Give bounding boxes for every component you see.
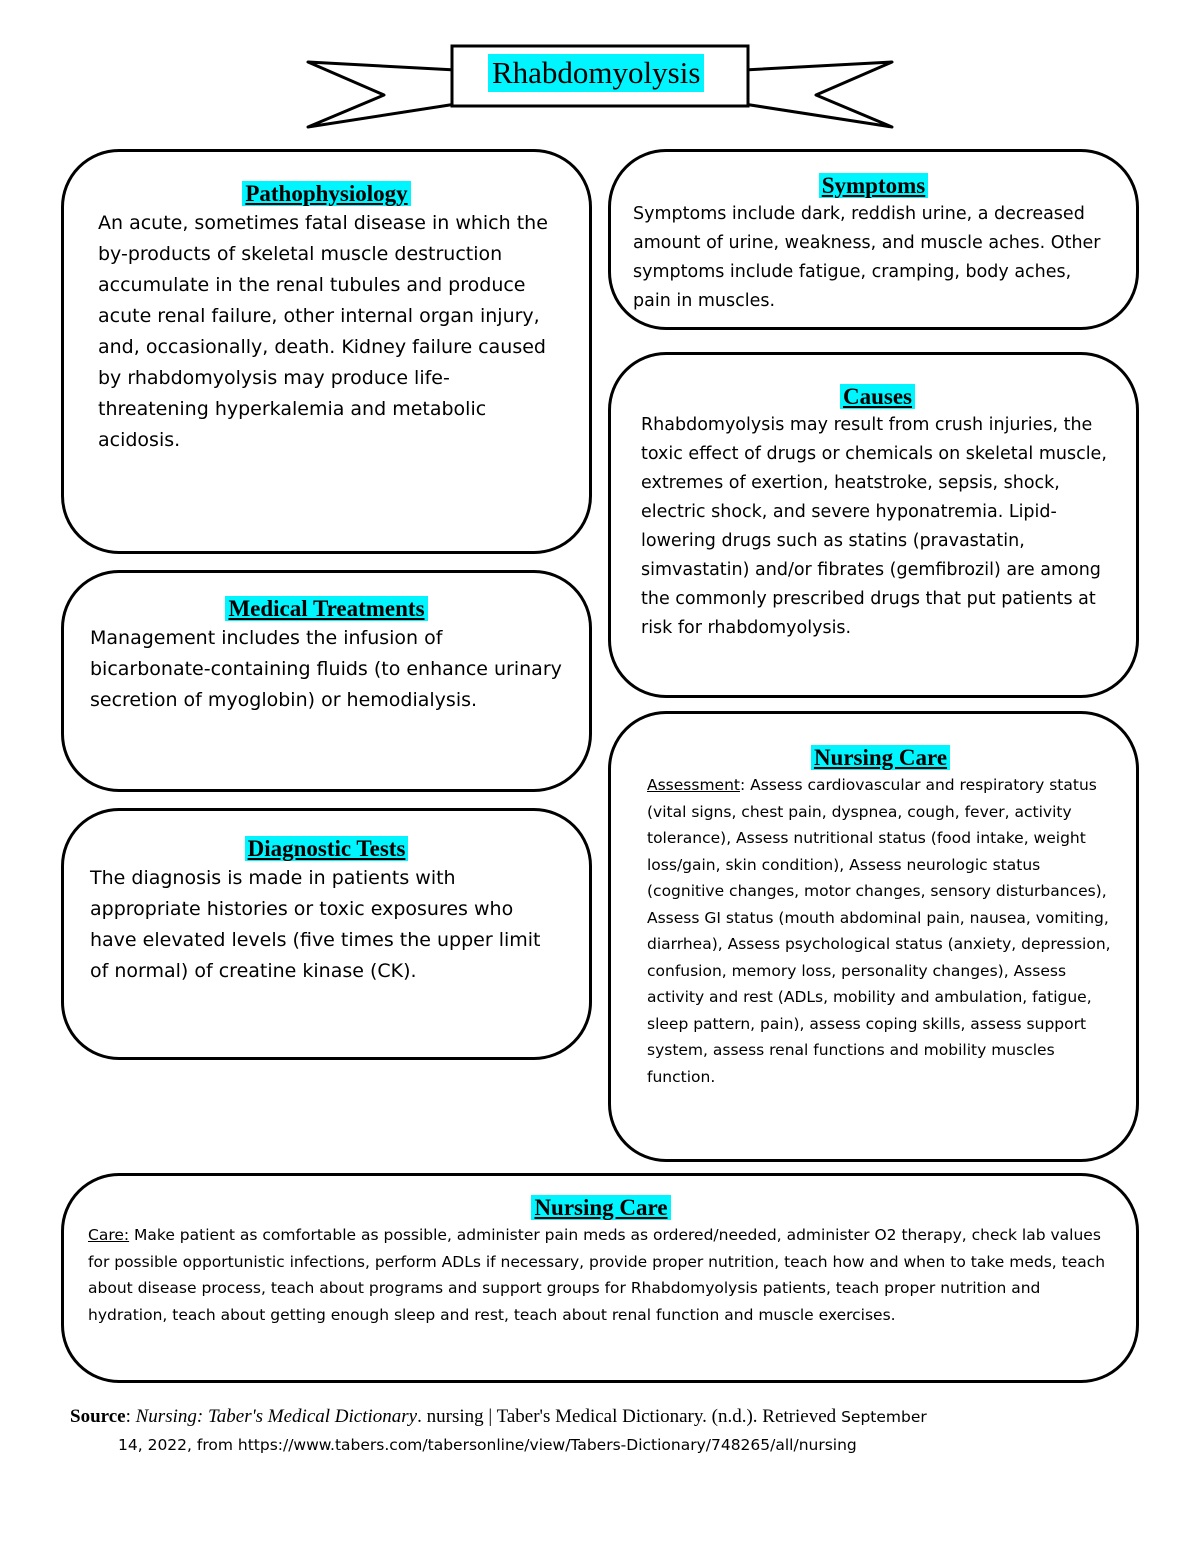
source-date-part: September bbox=[836, 1408, 927, 1426]
medical-treatments-text: Management includes the infusion of bicarbonate-containing fluids (to enhance urinary secretion of myoglobin) or hemodialysis. bbox=[90, 627, 562, 711]
diagnostic-tests-box bbox=[61, 808, 592, 1060]
nursing-care-assessment-heading: Nursing Care bbox=[647, 744, 1114, 772]
source-citation bbox=[70, 1403, 1150, 1459]
page-title: Rhabdomyolysis bbox=[488, 54, 704, 92]
nursing-care-care-text bbox=[88, 1222, 1114, 1328]
causes-heading: Causes bbox=[641, 383, 1114, 411]
source-label: Source bbox=[70, 1406, 126, 1427]
source-title: Nursing: Taber's Medical Dictionary bbox=[135, 1406, 418, 1427]
diagnostic-tests-heading: Diagnostic Tests bbox=[90, 835, 563, 863]
source-line-2: 14, 2022, from https://www.tabers.com/tabersonline/view/Tabers-Dictionary/748265/all/nursing bbox=[118, 1436, 857, 1454]
pathophysiology-heading: Pathophysiology bbox=[98, 180, 555, 208]
causes-text: Rhabdomyolysis may result from crush injuries, the toxic effect of drugs or chemicals on skeletal muscle, extremes of exertion, heatstroke, sepsis, shock, electric shock, and severe hyponatremia. Lipid-lowering drugs such as statins (pravastatin, simvastatin) and/or fibrates (gemfibrozil) are among the commonly prescribed drugs that put patients at risk for rhabdomyolysis. bbox=[641, 415, 1107, 638]
symptoms-text: Symptoms include dark, reddish urine, a decreased amount of urine, weakness, and muscle aches. Other symptoms include fatigue, cramping, body aches, pain in muscles. bbox=[633, 204, 1101, 311]
assessment-body: : Assess cardiovascular and respiratory status (vital signs, chest pain, dyspnea, cough, fever, activity tolerance), Assess nutritional status (food intake, weight loss/gain, skin condition), Assess neurologic status (cognitive changes, motor changes, sensory disturbances), Assess GI status (mouth abdominal pain, nausea, vomiting, diarrhea), Assess psychological status (anxiety, depression, confusion, memory loss, personality changes), Assess activity and rest (ADLs, mobility and ambulation, fatigue, sleep pattern, pain), assess coping skills, assess support system, assess renal functions and mobility muscles function. bbox=[647, 776, 1111, 1086]
nursing-care-care-heading: Nursing Care bbox=[88, 1194, 1114, 1222]
nursing-care-assessment-text bbox=[647, 772, 1114, 1090]
diagnostic-tests-text: The diagnosis is made in patients with appropriate histories or toxic exposures who have elevated levels (five times the upper limit of normal) of creatine kinase (CK). bbox=[90, 867, 541, 982]
symptoms-heading: Symptoms bbox=[633, 172, 1114, 200]
pathophysiology-text: An acute, sometimes fatal disease in which the by-products of skeletal muscle destruction accumulate in the renal tubules and produce acute renal failure, other internal organ injury, and, occasionally, death. Kidney failure caused by rhabdomyolysis may produce life-threatening hyperkalemia and metabolic acidosis. bbox=[98, 212, 548, 451]
nursing-care-assessment-box bbox=[608, 711, 1139, 1162]
assessment-label: Assessment bbox=[647, 776, 740, 794]
source-line-1 bbox=[70, 1403, 1150, 1431]
source-colon: : bbox=[125, 1406, 136, 1427]
source-rest: . nursing | Taber's Medical Dictionary. (n.d.). Retrieved bbox=[417, 1406, 837, 1427]
nursing-care-care-box bbox=[61, 1173, 1139, 1383]
care-label: Care: bbox=[88, 1226, 130, 1244]
causes-box bbox=[608, 352, 1139, 698]
medical-treatments-box bbox=[61, 570, 592, 792]
symptoms-box bbox=[608, 149, 1139, 330]
pathophysiology-box bbox=[61, 149, 592, 554]
care-body: Make patient as comfortable as possible, administer pain meds as ordered/needed, administer O2 therapy, check lab values for possible opportunistic infections, perform ADLs if necessary, provide proper nutrition, teach how and when to take meds, teach about disease process, teach about programs and support groups for Rhabdomyolysis patients, teach proper nutrition and hydration, teach about getting enough sleep and rest, teach about renal function and muscle exercises. bbox=[88, 1226, 1106, 1324]
medical-treatments-heading: Medical Treatments bbox=[90, 595, 563, 623]
